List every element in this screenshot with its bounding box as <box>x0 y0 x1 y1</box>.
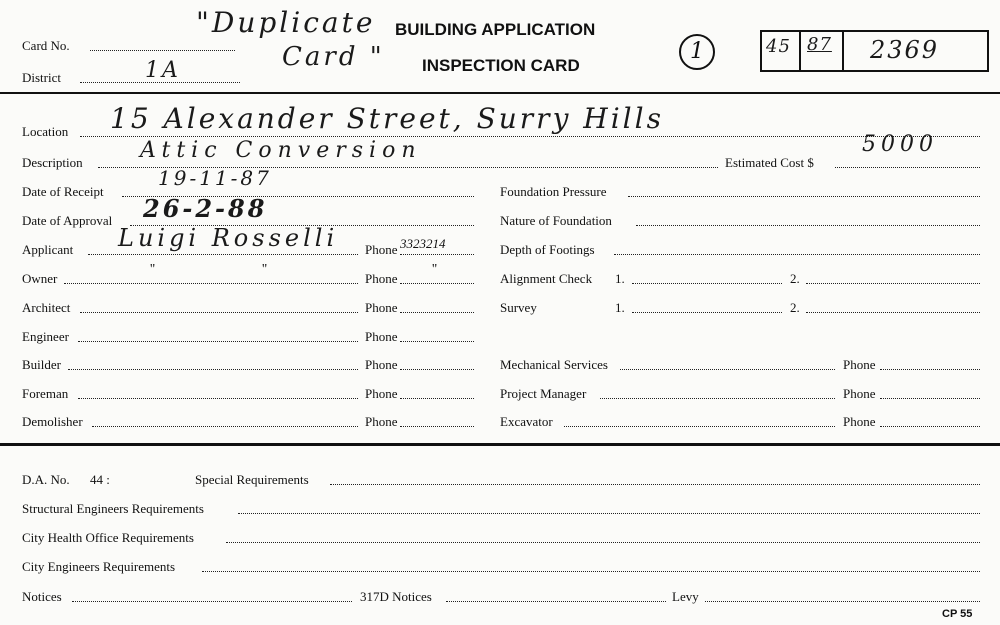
demolisher-phone-label: Phone <box>365 414 398 429</box>
architect-phone-label: Phone <box>365 300 398 315</box>
reference-box-divider <box>799 30 801 72</box>
reference-part-2: 87 <box>807 34 832 55</box>
builder-label: Builder <box>22 357 61 372</box>
owner-label: Owner <box>22 271 58 286</box>
header-rule <box>0 92 1000 94</box>
builder-phone-line <box>400 369 474 370</box>
applicant-line <box>88 254 358 255</box>
duplicate-note-line2: Card " <box>282 42 385 72</box>
owner-ditto-2: '' <box>262 262 268 277</box>
levy-line <box>705 601 980 602</box>
date-approval-label: Date of Approval <box>22 213 113 228</box>
city-health-requirements-label: City Health Office Requirements <box>22 530 194 545</box>
alignment-check-line1 <box>632 283 782 284</box>
card-no-line <box>90 50 235 51</box>
description-value: Attic Conversion <box>140 138 422 163</box>
special-requirements-label: Special Requirements <box>195 472 309 487</box>
applicant-phone-value: 3323214 <box>400 236 446 251</box>
demolisher-phone-line <box>400 426 474 427</box>
engineer-label: Engineer <box>22 329 69 344</box>
foreman-phone-label: Phone <box>365 386 398 401</box>
owner-line <box>64 283 358 284</box>
excavator-label: Excavator <box>500 414 553 429</box>
project-manager-phone-line <box>880 398 980 399</box>
city-engineers-requirements-label: City Engineers Requirements <box>22 559 176 574</box>
reference-part-1: 45 <box>766 36 791 57</box>
builder-line <box>68 369 358 370</box>
project-manager-phone-label: Phone <box>843 386 876 401</box>
owner-phone-ditto: '' <box>432 262 438 277</box>
owner-phone-line <box>400 283 474 284</box>
survey-line2 <box>806 312 980 313</box>
engineer-phone-line <box>400 341 474 342</box>
survey-line1 <box>632 312 782 313</box>
applicant-phone-line <box>400 254 474 255</box>
estimated-cost-value: 5000 <box>862 132 938 157</box>
da-no-label: D.A. No. <box>22 472 70 487</box>
city-health-requirements-line <box>226 542 980 543</box>
form-code: CP 55 <box>942 608 973 620</box>
date-receipt-value: 19-11-87 <box>158 166 272 190</box>
depth-footings-label: Depth of Footings <box>500 242 595 257</box>
demolisher-label: Demolisher <box>22 414 83 429</box>
foreman-label: Foreman <box>22 386 69 401</box>
reference-box-divider <box>842 30 844 72</box>
builder-phone-label: Phone <box>365 357 398 372</box>
foundation-pressure-label: Foundation Pressure <box>500 184 607 199</box>
reference-part-3: 2369 <box>870 36 940 64</box>
form-title-line1: BUILDING APPLICATION <box>395 20 596 39</box>
owner-phone-label: Phone <box>365 271 398 286</box>
architect-label: Architect <box>22 300 71 315</box>
date-receipt-label: Date of Receipt <box>22 184 104 199</box>
mechanical-services-line <box>620 369 835 370</box>
survey-label: Survey <box>500 300 537 315</box>
excavator-phone-line <box>880 426 980 427</box>
nature-foundation-label: Nature of Foundation <box>500 213 612 228</box>
notices-label: Notices <box>22 589 62 604</box>
city-engineers-requirements-line <box>202 571 980 572</box>
applicant-value: Luigi Rosselli <box>118 224 339 252</box>
district-value: 1A <box>145 58 181 83</box>
duplicate-note-line1: "Duplicate <box>196 6 376 39</box>
circled-number: 1 <box>679 34 715 70</box>
owner-ditto-1: '' <box>150 262 156 277</box>
structural-requirements-label: Structural Engineers Requirements <box>22 501 204 516</box>
excavator-phone-label: Phone <box>843 414 876 429</box>
district-label: District <box>22 70 61 85</box>
foundation-pressure-line <box>628 196 980 197</box>
engineer-phone-label: Phone <box>365 329 398 344</box>
project-manager-line <box>600 398 835 399</box>
description-label: Description <box>22 155 83 170</box>
form-title-line2: INSPECTION CARD <box>422 56 580 75</box>
foreman-phone-line <box>400 398 474 399</box>
da-no-value: 44 : <box>90 472 110 487</box>
estimated-cost-label: Estimated Cost $ <box>725 155 814 170</box>
notices-317d-line <box>446 601 666 602</box>
estimated-cost-line <box>835 167 980 168</box>
notices-line <box>72 601 352 602</box>
applicant-phone-label: Phone <box>365 242 398 257</box>
location-value: 15 Alexander Street, Surry Hills <box>110 102 664 135</box>
architect-line <box>80 312 358 313</box>
mechanical-phone-line <box>880 369 980 370</box>
foreman-line <box>78 398 358 399</box>
notices-317d-label: 317D Notices <box>360 589 432 604</box>
section-rule <box>0 443 1000 446</box>
nature-foundation-line <box>636 225 980 226</box>
alignment-check-num1: 1. <box>615 271 625 286</box>
architect-phone-line <box>400 312 474 313</box>
alignment-check-num2: 2. <box>790 271 800 286</box>
structural-requirements-line <box>238 513 980 514</box>
engineer-line <box>78 341 358 342</box>
project-manager-label: Project Manager <box>500 386 587 401</box>
alignment-check-line2 <box>806 283 980 284</box>
location-label: Location <box>22 124 69 139</box>
excavator-line <box>564 426 835 427</box>
demolisher-line <box>92 426 358 427</box>
mechanical-services-label: Mechanical Services <box>500 357 608 372</box>
survey-num1: 1. <box>615 300 625 315</box>
levy-label: Levy <box>672 589 699 604</box>
survey-num2: 2. <box>790 300 800 315</box>
applicant-label: Applicant <box>22 242 74 257</box>
depth-footings-line <box>614 254 980 255</box>
special-requirements-line <box>330 484 980 485</box>
alignment-check-label: Alignment Check <box>500 271 593 286</box>
location-line <box>80 136 980 137</box>
card-no-label: Card No. <box>22 38 70 53</box>
mechanical-phone-label: Phone <box>843 357 876 372</box>
date-approval-value: 26-2-88 <box>143 194 268 223</box>
